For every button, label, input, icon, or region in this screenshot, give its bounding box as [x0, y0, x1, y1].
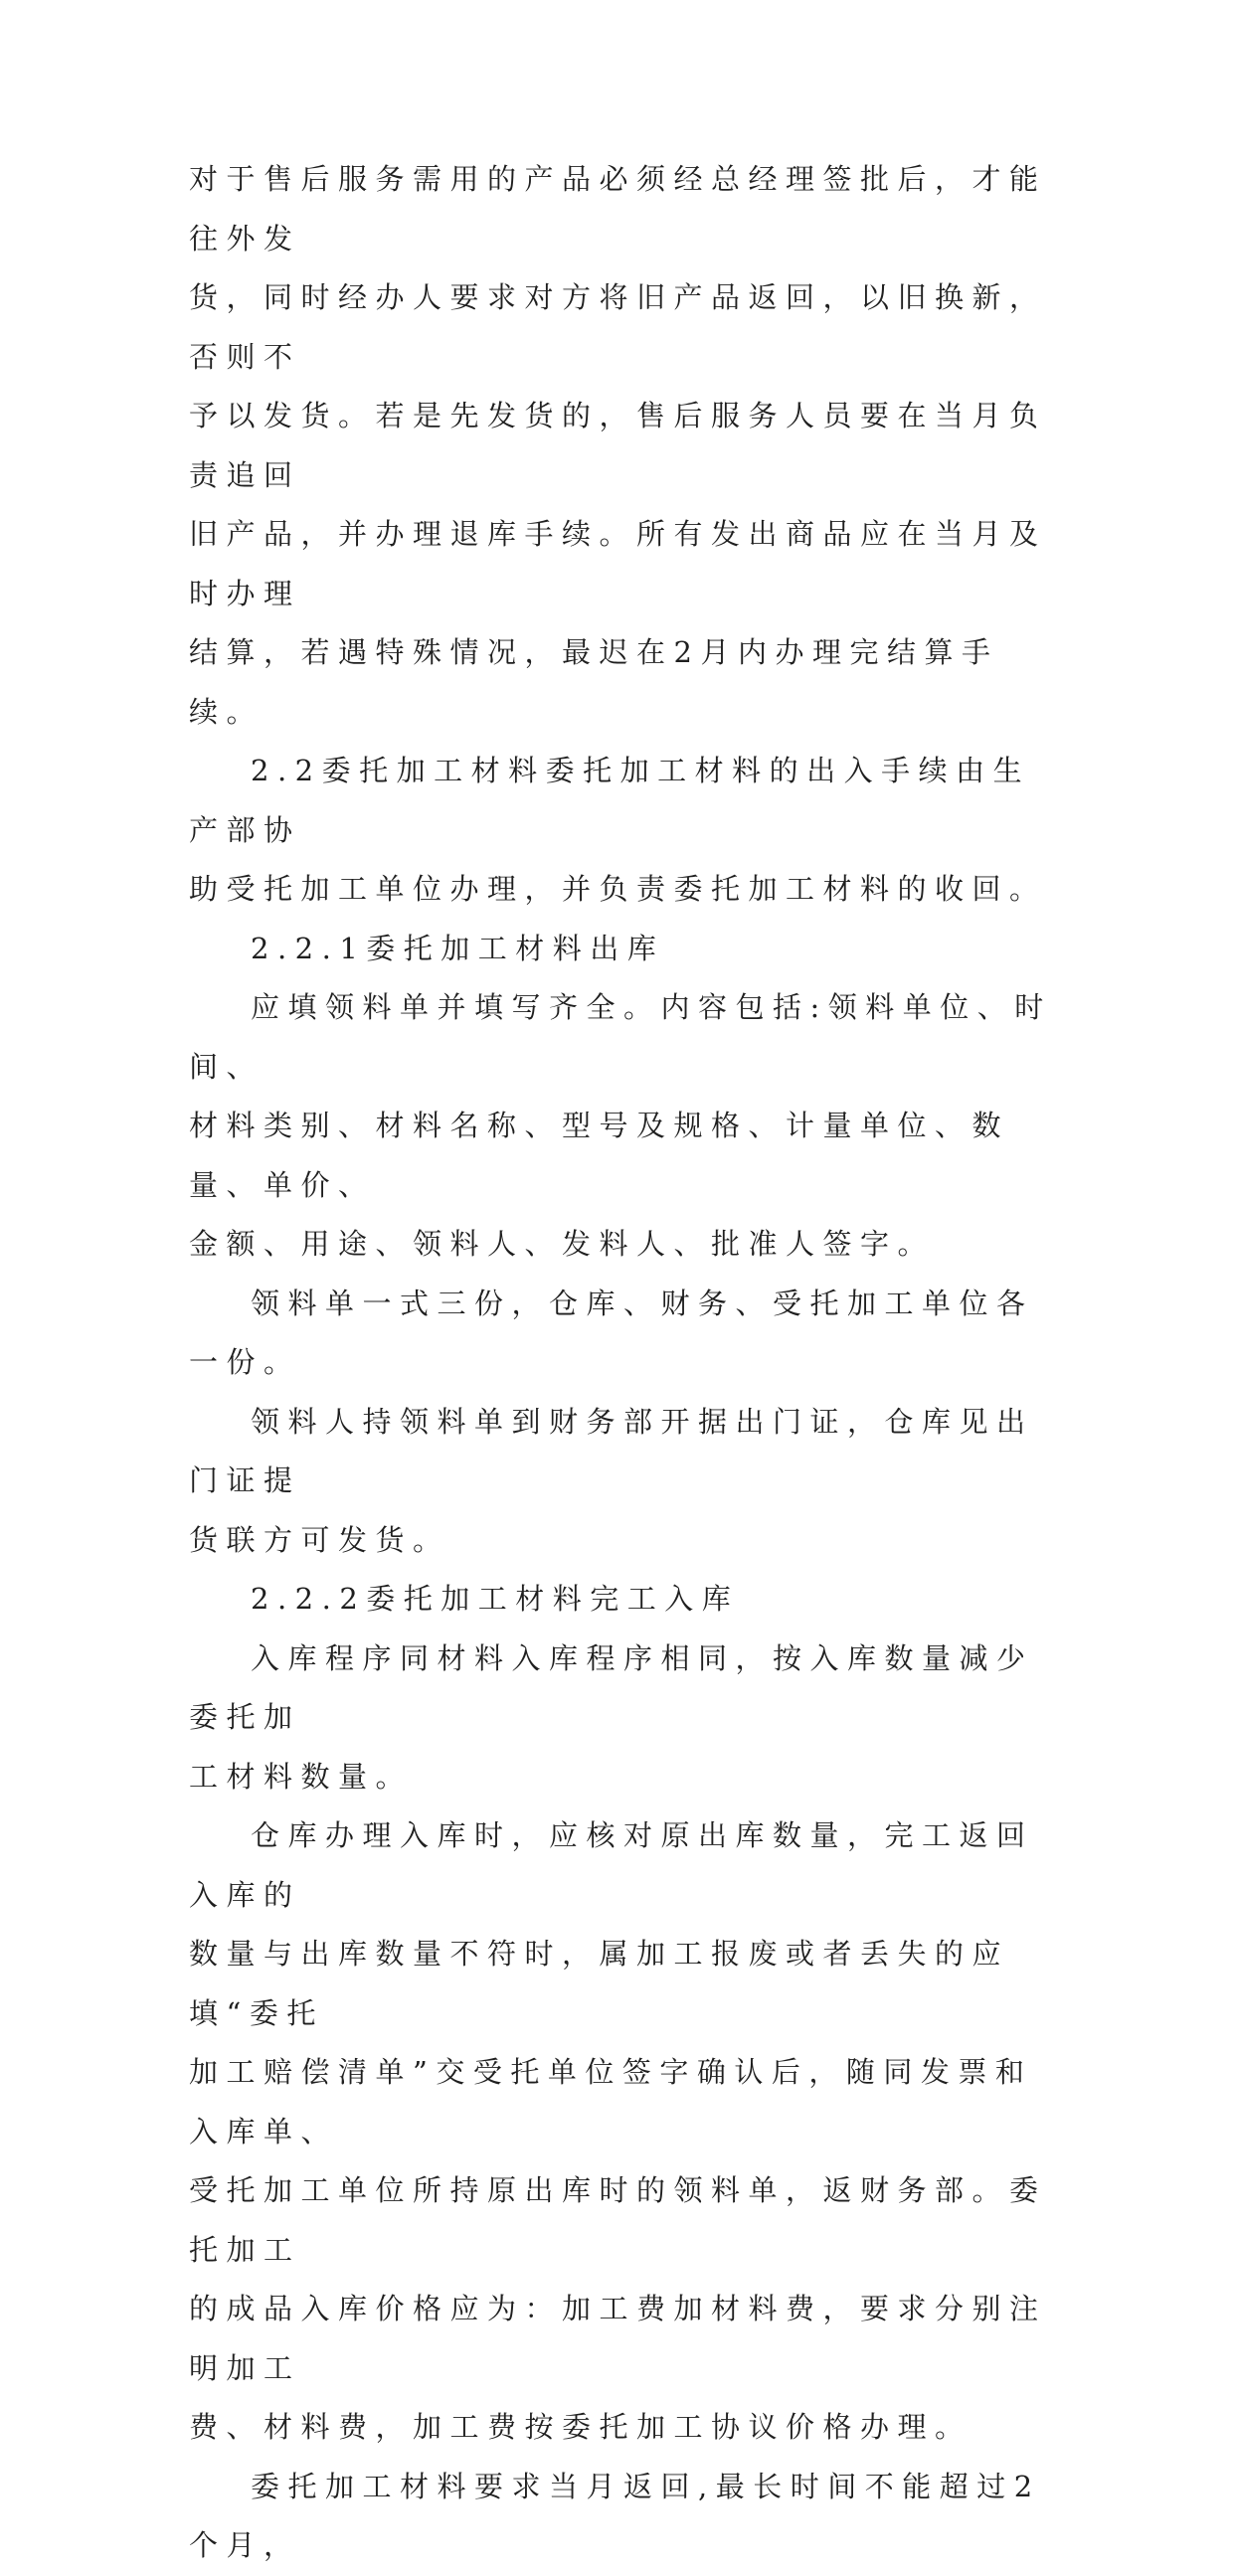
paragraph-return-deadline	[189, 2458, 1054, 2576]
text-line: 2.2委托加工材料委托加工材料的出入手续由生产部协	[189, 754, 1031, 847]
paragraph-warehousing-procedure	[189, 1630, 1054, 1807]
section-heading-2-2-2	[189, 1570, 1054, 1630]
text-line: 结算，若遇特殊情况，最迟在2月内办理完结算手续。	[189, 635, 999, 729]
paragraph-exit-permit	[189, 1393, 1054, 1571]
text-line: 货联方可发货。	[189, 1522, 450, 1557]
text-line: 金额、用途、领料人、发料人、批准人签字。	[189, 1227, 936, 1261]
section-heading-2-2	[189, 742, 1054, 920]
text-line: 加工赔偿清单”交受托单位签字确认后，随同发票和入库单、	[189, 2055, 1033, 2148]
text-line: 领料单一式三份，仓库、财务、受托加工单位各一份。	[189, 1286, 1034, 1379]
text-line: 2.2.1委托加工材料出库	[251, 931, 665, 965]
paragraph-requisition-content	[189, 978, 1054, 1275]
text-line: 对于售后服务需用的产品必须经总经理签批后，才能往外发	[189, 162, 1047, 256]
text-line: 工材料数量。	[189, 1759, 414, 1794]
paragraph-requisition-copies	[189, 1275, 1054, 1393]
text-line: 旧产品，并办理退库手续。所有发出商品应在当月及时办理	[189, 517, 1047, 610]
text-line: 的成品入库价格应为：加工费加材料费，要求分别注明加工	[189, 2292, 1047, 2385]
text-line: 数量与出库数量不符时，属加工报废或者丢失的应填“委托	[189, 1937, 1010, 2030]
paragraph-after-sales-goods	[189, 150, 1054, 742]
text-line: 予以发货。若是先发货的，售后服务人员要在当月负责追回	[189, 399, 1047, 492]
text-line: 受托加工单位所持原出库时的领料单，返财务部。委托加工	[189, 2173, 1047, 2267]
text-line: 材料类别、材料名称、型号及规格、计量单位、数量、单价、	[189, 1109, 1010, 1202]
text-line: 货，同时经办人要求对方将旧产品返回，以旧换新，否则不	[189, 280, 1047, 374]
document-body	[189, 150, 1054, 2576]
paragraph-quantity-check	[189, 1806, 1054, 2458]
text-line: 应填领料单并填写齐全。内容包括:领料单位、时间、	[189, 990, 1052, 1084]
text-line: 仓库办理入库时，应核对原出库数量，完工返回入库的	[189, 1818, 1034, 1912]
text-line: 费、材料费，加工费按委托加工协议价格办理。	[189, 2410, 972, 2444]
section-heading-2-2-1	[189, 920, 1054, 979]
text-line: 2.2.2委托加工材料完工入库	[251, 1582, 740, 1616]
text-line: 入库程序同材料入库程序相同，按入库数量减少委托加	[189, 1640, 1034, 1734]
text-line: 助受托加工单位办理，并负责委托加工材料的收回。	[189, 872, 1047, 906]
text-line: 委托加工材料要求当月返回,最长时间不能超过2个月，	[189, 2469, 1041, 2562]
text-line: 领料人持领料单到财务部开据出门证，仓库见出门证提	[189, 1404, 1034, 1497]
